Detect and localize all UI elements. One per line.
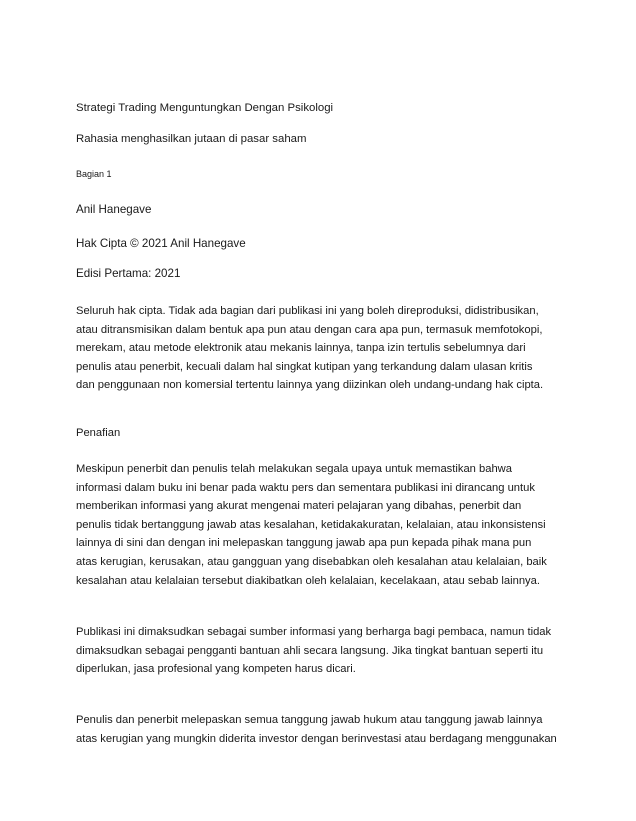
paragraph-line: diperlukan, jasa profesional yang kompeten harus dicari. [76,663,356,676]
paragraph-line: lainnya di sini dan dengan ini melepaskan tanggung jawab apa pun kepada pihak mana pun [76,537,532,550]
paragraph-line: atas kerugian, kerusakan, atau gangguan yang disebabkan oleh kesalahan atau kelalaian, baik [76,555,547,568]
information-paragraph [76,623,551,679]
paragraph-line: kesalahan atau kelalaian tersebut diakibatkan oleh kelalaian, kecelakaan, atau sebab lainnya. [76,574,540,587]
rights-paragraph [76,302,543,395]
edition-note: Edisi Pertama: 2021 [76,267,181,280]
disclaimer-heading: Penafian [76,427,121,439]
paragraph-line: penulis atau penerbit, kecuali dalam hal singkat kutipan yang terkandung dalam ulasan kritis [76,360,533,373]
paragraph-line: merekam, atau metode elektronik atau mekanis lainnya, tanpa izin tertulis sebelumnya dari [76,342,526,355]
book-title: Strategi Trading Menguntungkan Dengan Psikologi [76,102,334,114]
paragraph-line: atau ditransmisikan dalam bentuk apa pun atau dengan cara apa pun, termasuk memfotokopi, [76,323,543,336]
paragraph-line: memberikan informasi yang akurat mengenai materi pelajaran yang dibahas, penerbit dan [76,500,522,513]
copyright-notice: Hak Cipta © 2021 Anil Hanegave [76,237,246,250]
disclaimer-paragraph [76,460,547,590]
author-name: Anil Hanegave [76,203,152,216]
paragraph-line: Meskipun penerbit dan penulis telah melakukan segala upaya untuk memastikan bahwa [76,463,512,475]
paragraph-line: dimaksudkan sebagai pengganti bantuan ahli secara langsung. Jika tingkat bantuan seperti itu [76,644,544,657]
liability-paragraph [76,711,557,748]
paragraph-line: informasi dalam buku ini benar pada waktu pers dan sementara publikasi ini dirancang untuk [76,481,535,494]
paragraph-line: Penulis dan penerbit melepaskan semua tanggung jawab hukum atau tanggung jawab lainnya [76,714,543,726]
part-label: Bagian 1 [76,169,112,179]
paragraph-line: Publikasi ini dimaksudkan sebagai sumber informasi yang berharga bagi pembaca, namun tidak [76,626,552,638]
book-subtitle: Rahasia menghasilkan jutaan di pasar saham [76,133,307,145]
paragraph-line: Seluruh hak cipta. Tidak ada bagian dari publikasi ini yang boleh direproduksi, didistribusikan, [76,305,539,317]
paragraph-line: atas kerugian yang mungkin diderita investor dengan berinvestasi atau berdagang menggunakan [76,732,557,745]
paragraph-line: dan penggunaan non komersial tertentu lainnya yang diizinkan oleh undang-undang hak cipta. [76,379,544,392]
paragraph-line: penulis tidak bertanggung jawab atas kesalahan, ketidakakuratan, kelalaian, atau inkonsistensi [76,518,546,531]
